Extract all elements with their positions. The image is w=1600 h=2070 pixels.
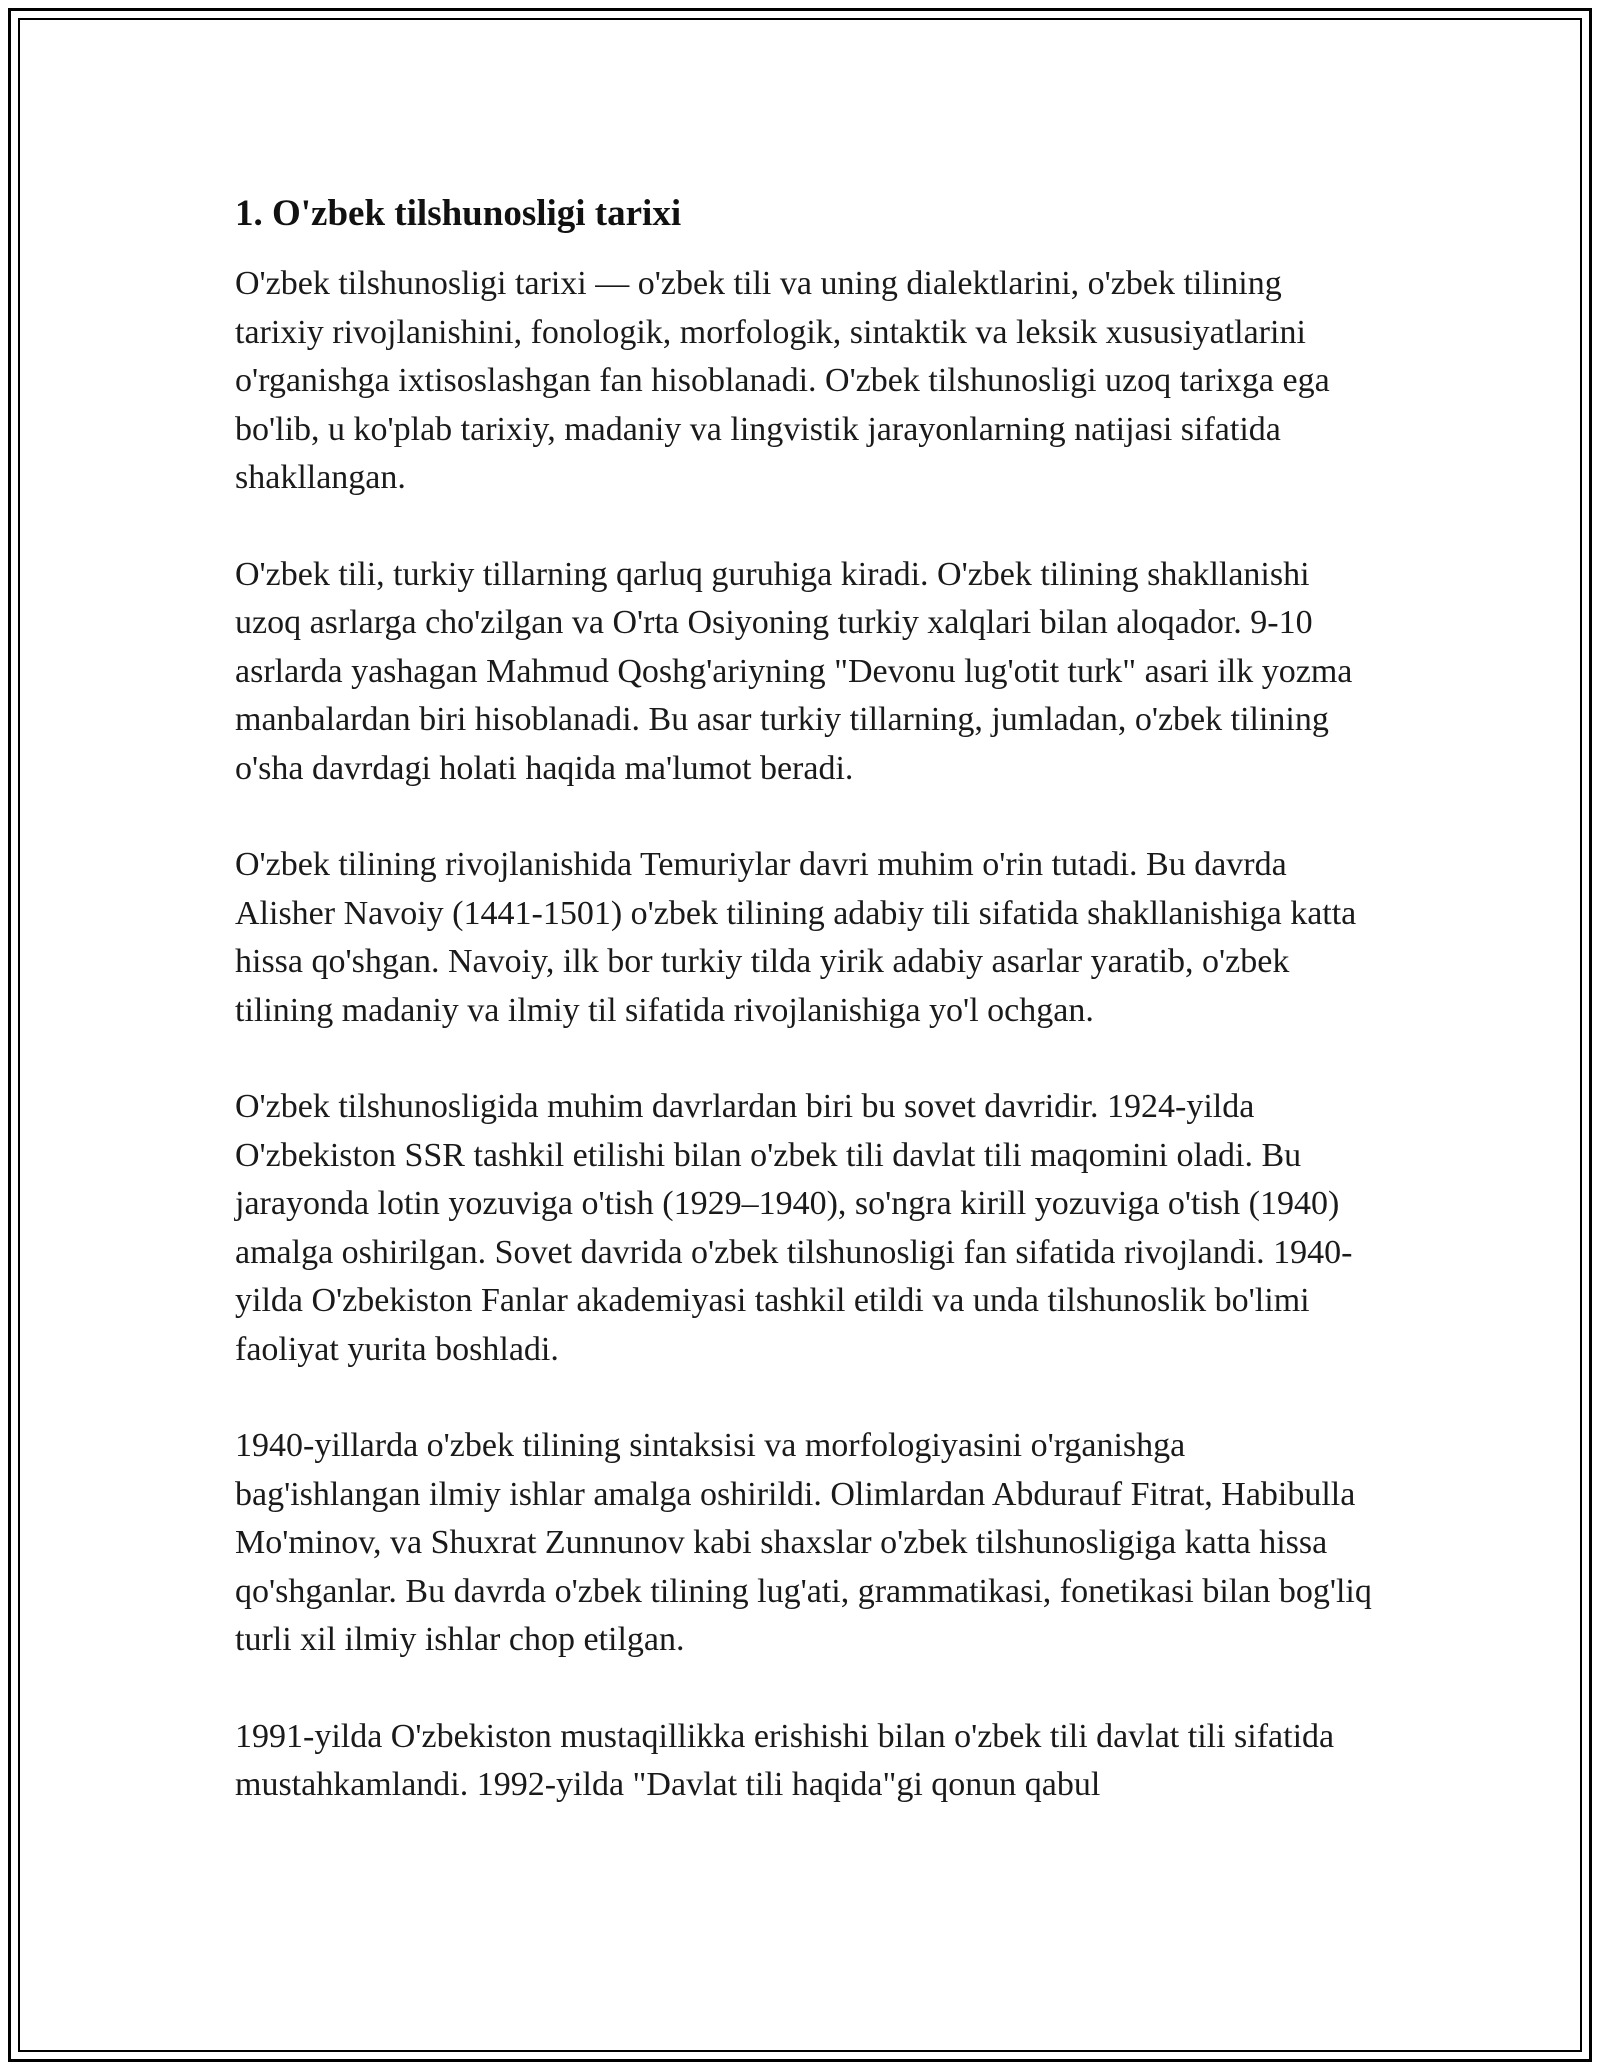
section-heading: 1. O'zbek tilshunosligi tarixi	[235, 193, 682, 234]
document-body	[235, 190, 1375, 1858]
paragraph-1940s-research: 1940-yillarda o'zbek tilining sintaksisi va morfologiyasini o'rganishga bag'ishlangan ilmiy ishlar amalga oshirildi. Olimlardan Abdurauf Fitrat, Habibulla Mo'minov, va Shuxrat Zunnunov kabi shaxslar o'zbek tilshunosligiga katta hissa qo'shganlar. Bu davrda o'zbek tilining lug'ati, grammatikasi, fonetikasi bilan bog'liq turli xil ilmiy ishlar chop etilgan.	[235, 1427, 1372, 1658]
paragraph-origins: O'zbek tili, turkiy tillarning qarluq guruhiga kiradi. O'zbek tilining shakllanishi uzoq asrlarga cho'zilgan va O'rta Osiyoning turkiy xalqlari bilan aloqador. 9-10 asrlarda yashagan Mahmud Qoshg'ariyning "Devonu lug'otit turk" asari ilk yozma manbalardan biri hisoblanadi. Bu asar turkiy tillarning, jumladan, o'zbek tilining o'sha davrdagi holati haqida ma'lumot beradi.	[235, 555, 1353, 787]
paragraph-soviet-era: O'zbek tilshunosligida muhim davrlardan biri bu sovet davridir. 1924-yilda O'zbekiston SSR tashkil etilishi bilan o'zbek tili davlat tili maqomini oladi. Bu jarayonda lotin yozuviga o'tish (1929–1940), so'ngra kirill yozuviga o'tish (1940) amalga oshirilgan. Sovet davrida o'zbek tilshunosligi fan sifatida rivojlandi. 1940-yilda O'zbekiston Fanlar akademiyasi tashkil etildi va unda tilshunoslik bo'limi faoliyat yurita boshladi.	[235, 1088, 1353, 1368]
paragraph-timurid-era: O'zbek tilining rivojlanishida Temuriylar davri muhim o'rin tutadi. Bu davrda Alisher Navoiy (1441-1501) o'zbek tilining adabiy tili sifatida shakllanishiga katta hissa qo'shgan. Navoiy, ilk bor turkiy tilda yirik adabiy asarlar yaratib, o'zbek tilining madaniy va ilmiy til sifatida rivojlanishiga yo'l ochgan.	[235, 846, 1357, 1029]
paragraph-independence: 1991-yilda O'zbekiston mustaqillikka erishishi bilan o'zbek tili davlat tili sifatida mustahkamlandi. 1992-yilda "Davlat tili haqida"gi qonun qabul	[235, 1717, 1335, 1803]
paragraph-intro: O'zbek tilshunosligi tarixi — o'zbek tili va uning dialektlarini, o'zbek tilining tarixiy rivojlanishini, fonologik, morfologik, sintaktik va leksik xususiyatlarini o'rganishga ixtisoslashgan fan hisoblanadi. O'zbek tilshunosligi uzoq tarixga ega bo'lib, u ko'plab tarixiy, madaniy va lingvistik jarayonlarning natijasi sifatida shakllangan.	[235, 265, 1330, 496]
